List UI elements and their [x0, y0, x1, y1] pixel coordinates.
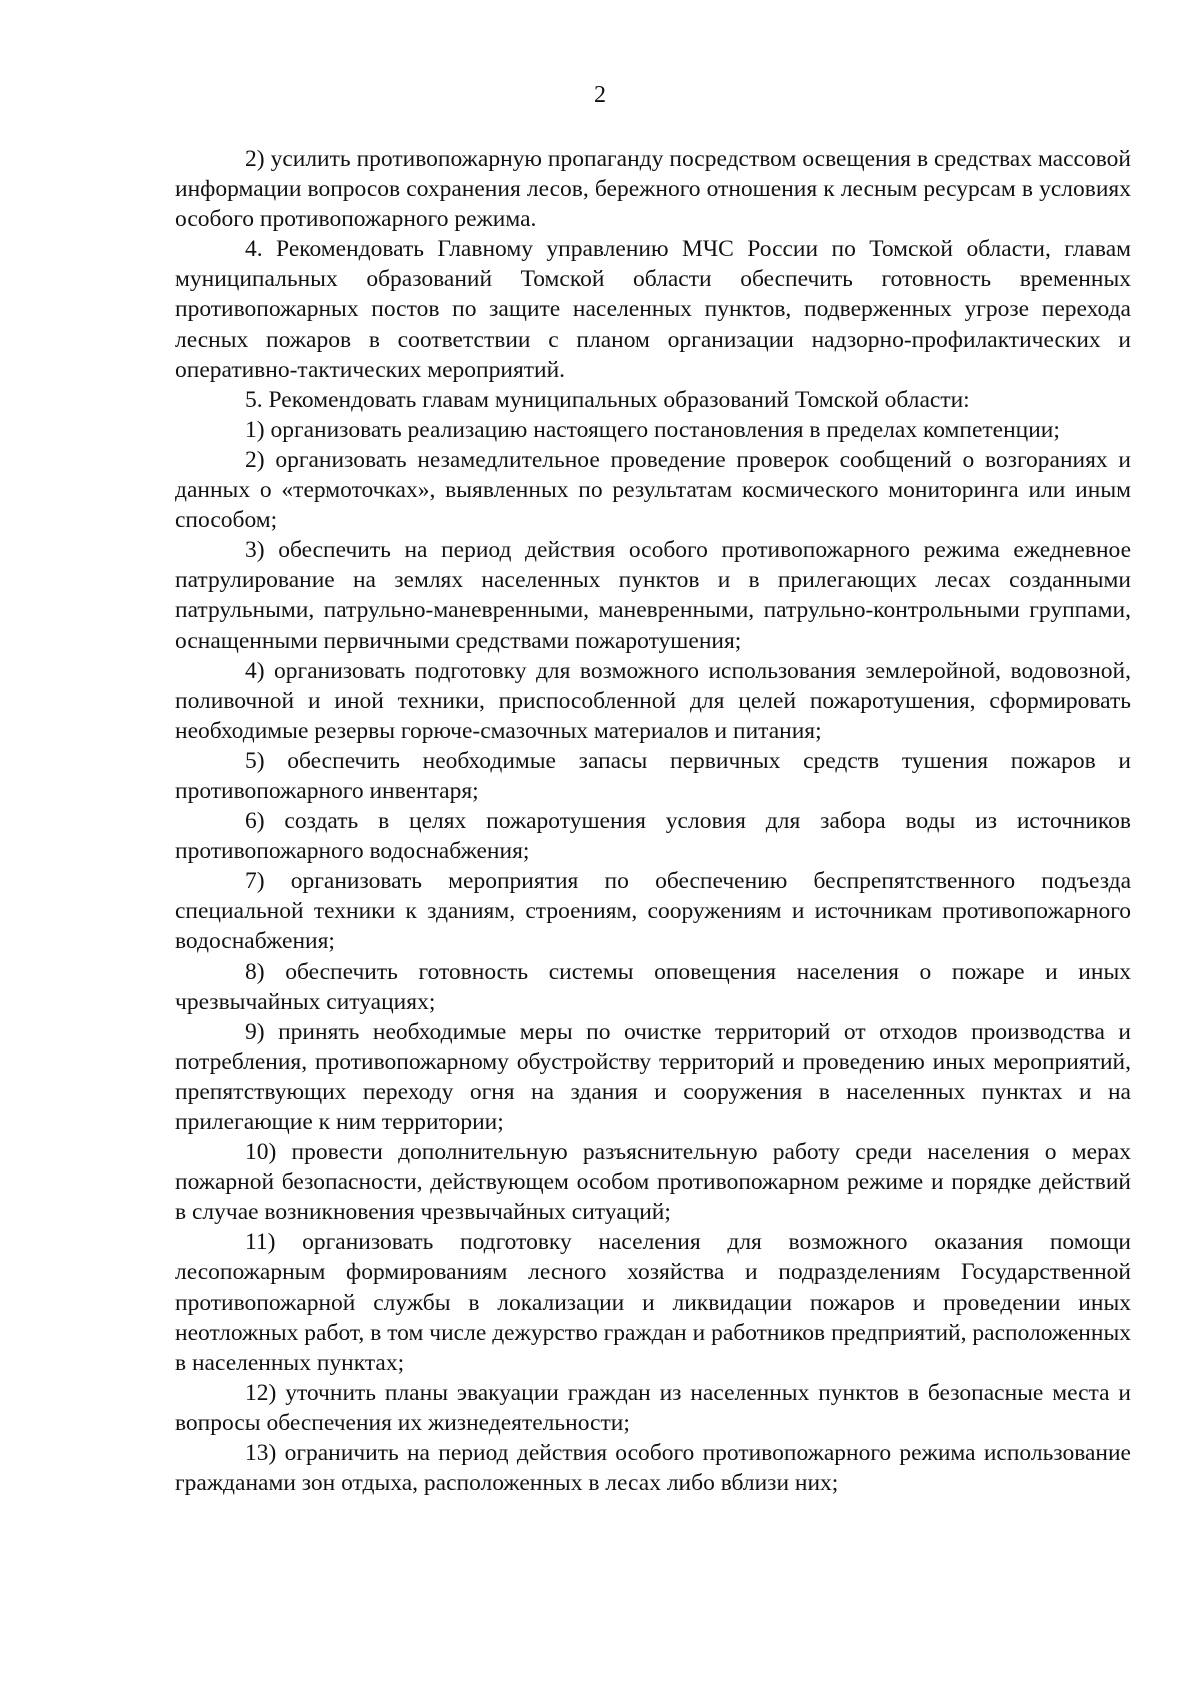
subitem-2: 2) организовать незамедлительное проведение проверок сообщений о возгораниях и данных о «термоточках», выявленных по результатам космического мониторинга или иным способом;	[175, 446, 1131, 534]
paragraph-propaganda: 2) усилить противопожарную пропаганду посредством освещения в средствах массовой информации вопросов сохранения лесов, бережного отношения к лесным ресурсам в условиях особого противопожарного режима.	[175, 146, 1131, 233]
subitem-4: 4) организовать подготовку для возможного использования землеройной, водовозной, поливочной и иной техники, приспособленной для целей пожаротушения, сформировать необходимые резервы горюче-смазочных материалов и питания;	[175, 657, 1131, 744]
subitem-3: 3) обеспечить на период действия особого противопожарного режима ежедневное патрулирование на землях населенных пунктов и в прилегающих лесах созданными патрульными, патрульно-маневренными, маневренными, патрульно-контрольными группами, оснащенными первичными средствами пожаротушения;	[175, 537, 1131, 654]
subitem-5: 5) обеспечить необходимые запасы первичных средств тушения пожаров и противопожарного инвентаря;	[175, 747, 1131, 804]
paragraph-item-4: 4. Рекомендовать Главному управлению МЧС России по Томской области, главам муниципальных образований Томской области обеспечить готовность временных противопожарных постов по защите населенных пунктов, подверженных угрозе перехода лесных пожаров в соответствии с планом организации надзорно-профилактических и оперативно-тактических мероприятий.	[175, 236, 1131, 383]
page-number: 2	[594, 82, 606, 108]
subitem-6: 6) создать в целях пожаротушения условия для забора воды из источников противопожарного водоснабжения;	[175, 808, 1131, 865]
subitem-7: 7) организовать мероприятия по обеспечению беспрепятственного подъезда специальной техники к зданиям, строениям, сооружениям и источникам противопожарного водоснабжения;	[175, 868, 1131, 955]
subitem-11: 11) организовать подготовку населения для возможного оказания помощи лесопожарным формированиям лесного хозяйства и подразделениям Государственной противопожарной службы в локализации и ликвидации пожаров и проведении иных неотложных работ, в том числе дежурство граждан и работников предприятий, расположенных в населенных пунктах;	[175, 1229, 1131, 1376]
subitem-10: 10) провести дополнительную разъяснительную работу среди населения о мерах пожарной безопасности, действующем особом противопожарном режиме и порядке действий в случае возникновения чрезвычайных ситуаций;	[175, 1139, 1131, 1226]
subitem-1: 1) организовать реализацию настоящего постановления в пределах компетенции;	[245, 416, 1060, 443]
subitem-13: 13) ограничить на период действия особого противопожарного режима использование гражданами зон отдыха, расположенных в лесах либо вблизи них;	[175, 1440, 1131, 1497]
subitem-9: 9) принять необходимые меры по очистке территорий от отходов производства и потребления, противопожарному обустройству территорий и проведению иных мероприятий, препятствующих переходу огня на здания и сооружения в населенных пунктах и на прилегающие к ним территории;	[175, 1018, 1131, 1135]
subitem-12: 12) уточнить планы эвакуации граждан из населенных пунктов в безопасные места и вопросы обеспечения их жизнедеятельности;	[175, 1379, 1131, 1436]
subitem-8: 8) обеспечить готовность системы оповещения населения о пожаре и иных чрезвычайных ситуациях;	[175, 958, 1131, 1015]
paragraph-item-5: 5. Рекомендовать главам муниципальных образований Томской области:	[245, 386, 970, 413]
document-body	[175, 144, 1131, 1498]
